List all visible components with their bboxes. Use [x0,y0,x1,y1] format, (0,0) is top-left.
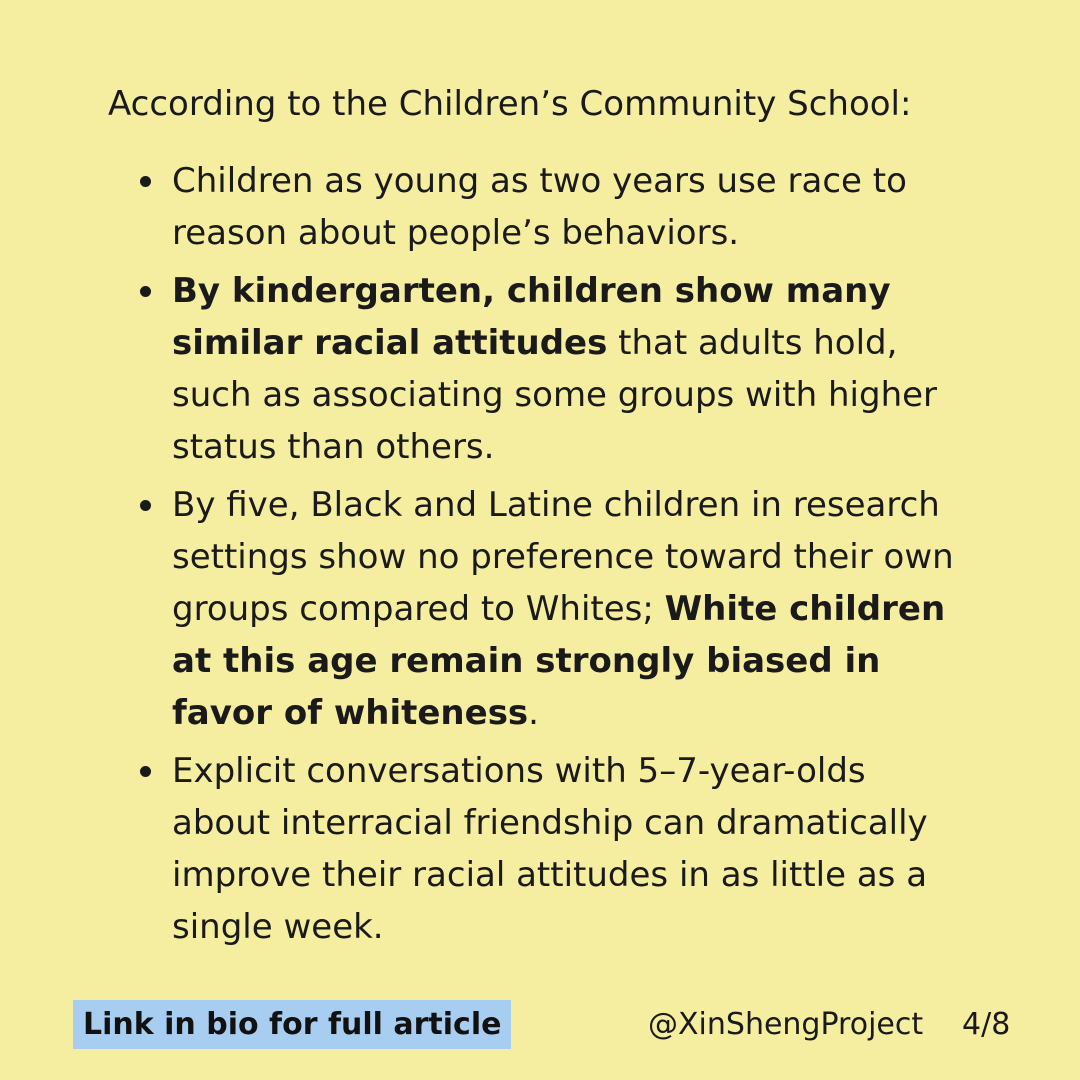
bullet-text [172,161,907,253]
bullet-text [172,485,954,733]
bullet-icon [140,500,151,511]
bullet-icon [140,286,151,297]
bullet-text-part: Children as young as two years use race to reason about people’s behaviors. [172,161,907,253]
page-indicator: 4/8 [962,1007,1011,1042]
account-handle: @XinShengProject [648,1007,924,1042]
bullet-text-part: that adults hold, such as associating some groups with higher status than others. [172,323,938,467]
bullet-text-part: By five, Black and Latine children in research settings show no preference toward their own groups compared to Whites; [172,485,954,629]
bullet-text [172,751,928,947]
fact-list [172,155,972,959]
bullet-text-bold: White children at this age remain strongly biased in favor of whiteness [172,589,946,733]
bullet-text-part: . [528,693,539,733]
list-item [172,265,972,473]
list-item [172,155,972,259]
bullet-icon [140,766,151,777]
intro-heading: According to the Children’s Community School: [108,84,912,124]
bullet-icon [140,176,151,187]
list-item [172,745,972,953]
list-item [172,479,972,739]
bullet-text [172,271,937,467]
bullet-text-bold: By kindergarten, children show many similar racial attitudes [172,271,891,363]
bio-link-label[interactable]: Link in bio for full article [73,1000,511,1049]
bullet-text-part: Explicit conversations with 5–7-year-olds about interracial friendship can dramatically improve their racial attitudes in as little as a single week. [172,751,928,947]
